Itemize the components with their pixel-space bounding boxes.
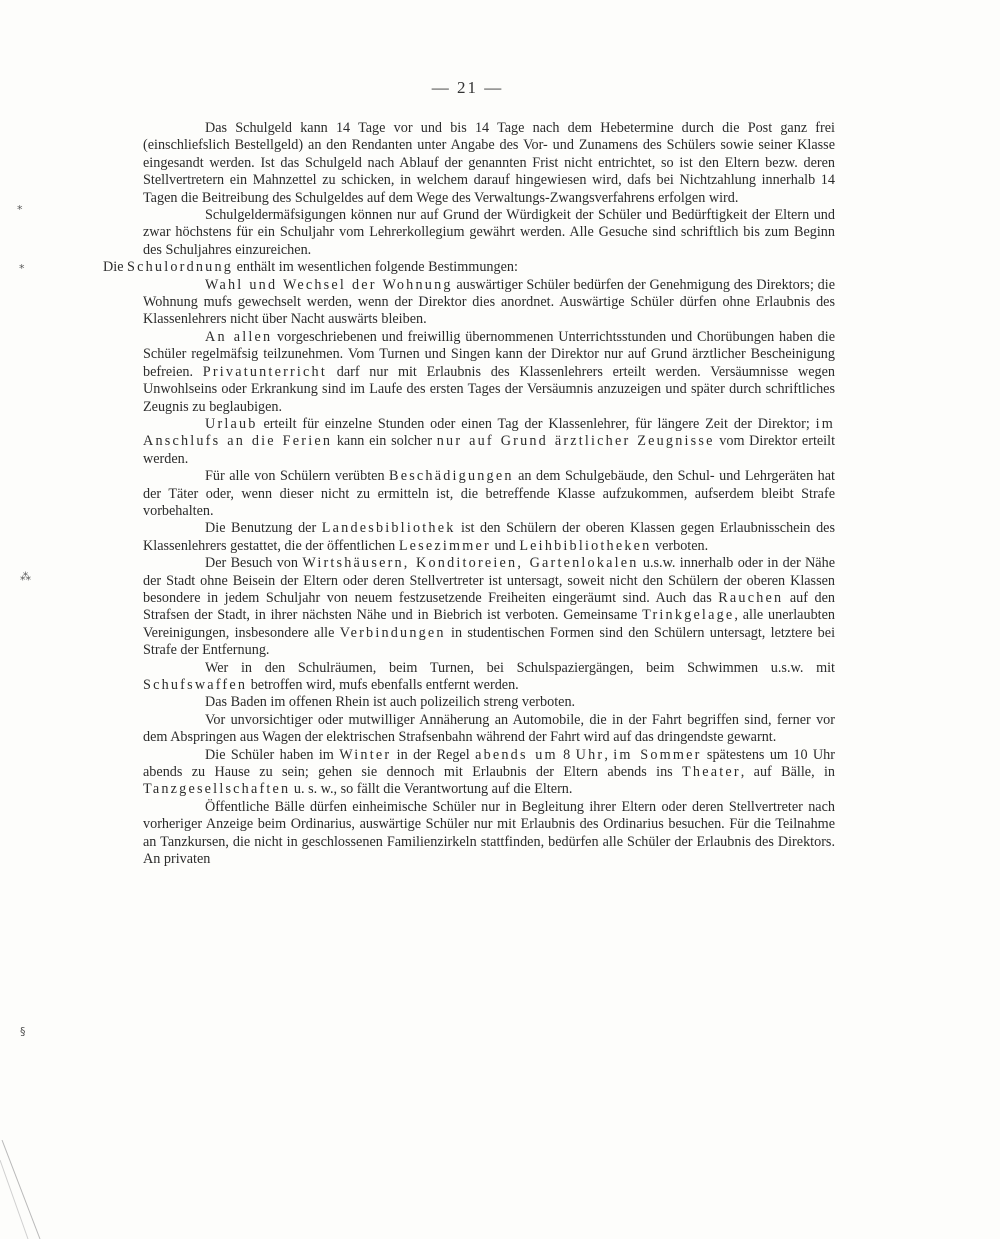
paragraph-text: vom Direktor erteilt werden. [143, 433, 836, 467]
paragraph-p8 [143, 520, 835, 555]
paragraph-text: , auf Bälle, in [740, 764, 835, 781]
paragraph-text: Die Benutzung der [205, 520, 322, 537]
paragraph-text: 8 [557, 746, 576, 763]
paragraph-text: in studentischen Formen sind den Schülern untersagt, letztere bei Strafe der Entfernung. [143, 624, 836, 659]
spaced-emphasis-text: abends um [475, 746, 558, 763]
paragraph-text: auf den Strafsen der Stadt, in ihrer nächsten Nähe und in Biebrich ist verboten. Gemeinsame [143, 589, 835, 624]
spaced-emphasis-text: Landesbibliothek [321, 520, 456, 537]
spaced-emphasis-text: Uhr [575, 746, 605, 763]
spaced-emphasis-text: An allen [205, 328, 273, 345]
spaced-emphasis-text: Schulordnung [127, 259, 234, 276]
margin-speck: * [19, 262, 25, 275]
paragraph-text: Wer in den Schulräumen, beim Turnen, bei Schulspaziergängen, beim Schwimmen u.s.w. mit [205, 659, 835, 676]
paragraph-p14 [143, 799, 835, 869]
spaced-emphasis-text: Theater [682, 764, 741, 781]
paragraph-text: verboten. [651, 537, 709, 554]
spaced-emphasis-text: Schufswaffen [143, 677, 248, 693]
margin-speck: ⁂ [20, 570, 31, 583]
paragraph-text: ist den Schülern der oberen Klassen gegen Erlaubnisschein des Klassenlehrers gestattet, die der öffentlichen [143, 520, 835, 554]
paragraph-text: Die [103, 259, 128, 276]
paragraph-text: an dem Schulgebäude, den Schul- und Lehrgeräten hat der Täter oder, wenn dieser nicht zu ermitteln ist, die betreffende Klasse aufzukommen, aufserdem bleibt Strafe vorbehalten. [143, 468, 835, 519]
paragraph-text: Vor unvorsichtiger oder mutwilliger Annäherung an Automobile, die in der Fahrt begriffen sind, ferner vor dem Abspringen aus Wagen der elektrischen Strafsenbahn während der Fahrt wird auf das dringendste gewarnt. [143, 711, 835, 746]
paragraph-text: vorgeschriebenen und freiwillig übernommenen Unterrichtsstunden und Chorübungen haben die Schüler regelmäfsig teilzunehmen. Vom Turnen und Singen kann der Direktor nur auf Grund ärztlicher Bescheinigung befreien. [143, 328, 835, 380]
paragraph-text: erteilt für einzelne Stunden oder einen Tag der Klassenlehrer, für längere Zeit der Direktor; [257, 415, 816, 432]
paragraph-p9 [143, 555, 835, 659]
paragraph-text: betroffen wird, mufs ebenfalls entfernt werden. [247, 677, 519, 693]
scan-edge-artifact [0, 1140, 60, 1239]
margin-speck: * [17, 203, 23, 216]
paragraph-text: Für alle von Schülern verübten [205, 468, 390, 485]
document-body [103, 120, 836, 868]
spaced-emphasis-text: Privatunterricht [202, 363, 327, 380]
paragraph-text: , [604, 746, 614, 763]
paragraph-text: Das Schulgeld kann 14 Tage vor und bis 14 Tage nach dem Hebetermine durch die Post ganz frei (einschliefslich Bestellgeld) an den Rendanten unter Angabe des Vor- und Zunamens des Schülers sowie seiner Klasse eingesandt werden. Ist das Schulgeld nach Ablauf der genannten Frist nicht entrichtet, so ist den Eltern bezw. deren Stellvertretern ein Mahnzettel zu schicken, in welchem darauf hingewiesen wird, dafs bei Nichtzahlung innerhalb 14 Tagen die Beitreibung des Schulgeldes auf dem Wege des Verwaltungs-Zwangsverfahrens erfolgen wird. [143, 120, 835, 206]
paragraph-p13 [143, 747, 835, 799]
paragraph-text: Schulgeldermäfsigungen können nur auf Grund der Würdigkeit der Schüler und Bedürftigkeit der Eltern und zwar höchstens für ein Schuljahr vom Lehrerkollegium gewährt werden. Alle Gesuche sind schriftlich bis zum Beginn des Schuljahres einzureichen. [143, 207, 835, 258]
paragraph-p5 [143, 329, 835, 416]
spaced-emphasis-text: Verbindungen [339, 624, 446, 641]
spaced-emphasis-text: Wahl und Wechsel der Wohnung [205, 276, 453, 293]
paragraph-text: Öffentliche Bälle dürfen einheimische Schüler nur in Begleitung ihrer Eltern oder deren Stellvertreter nach vorheriger Anzeige beim Ordinarius, auswärtige Schüler nur mit Erlaubnis des Ordinarius besuchen. Für die Teilnahme an Tanzkursen, die nicht in geschlossenen Familienzirkeln stattfinden, bedürfen alle Schüler der Erlaubnis des Direktors. An privaten [143, 798, 835, 868]
spaced-emphasis-text: im Sommer [613, 746, 702, 763]
paragraph-p11 [143, 694, 835, 711]
spaced-emphasis-text: Leihbibliotheken [519, 537, 652, 554]
spaced-emphasis-text: im Anschlufs an die Ferien [143, 415, 835, 450]
paragraph-p7 [143, 468, 835, 520]
paragraph-text: spätestens um 10 Uhr abends zu Hause zu sein; gehen sie dennoch mit Erlaubnis der Eltern abends ins [143, 746, 835, 781]
page-number: — 21 — [431, 78, 504, 97]
paragraph-text: darf nur mit Erlaubnis des Klassenlehrers erteilt werden. Versäumnisse wegen Unwohlseins oder Erkrankung sind im Laufe des ersten Tages der Versäumnis anzuzeigen und später durch schriftliches Zeugnis zu beglaubigen. [143, 363, 835, 415]
paragraph-p4 [143, 277, 835, 329]
spaced-emphasis-text: Lesezimmer [398, 537, 491, 554]
paragraph-p12 [143, 712, 835, 747]
paragraph-p2 [143, 207, 835, 259]
margin-speck: § [20, 1025, 26, 1038]
paragraph-p3 [103, 259, 835, 276]
paragraph-text: auswärtiger Schüler bedürfen der Genehmigung des Direktors; die Wohnung mufs gewechselt werden, wenn der Direktor dies anordnet. Auswärtige Schüler dürfen ohne Erlaubnis des Klassenlehrers nicht über Nacht auswärts bleiben. [143, 276, 835, 328]
paragraph-text: Das Baden im offenen Rhein ist auch polizeilich streng verboten. [205, 694, 576, 711]
paragraph-text: u. s. w., so fällt die Verantwortung auf die Eltern. [290, 781, 573, 798]
paragraph-text: in der Regel [391, 746, 476, 763]
spaced-emphasis-text: Urlaub [205, 415, 258, 432]
paragraph-text: und [490, 537, 520, 554]
paragraph-text: Der Besuch von [205, 555, 303, 572]
paragraph-p1 [143, 120, 835, 207]
spaced-emphasis-text: Winter [339, 746, 392, 763]
spaced-emphasis-text: Trinkgelage [642, 607, 735, 624]
spaced-emphasis-text: Rauchen [718, 589, 784, 606]
paragraph-p6 [143, 416, 835, 468]
paragraph-text: enthält im wesentlichen folgende Bestimmungen: [233, 259, 518, 276]
paragraph-text: Die Schüler haben im [205, 746, 340, 763]
paragraph-p10 [143, 660, 835, 695]
spaced-emphasis-text: Tanzgesellschaften [143, 781, 291, 798]
spaced-emphasis-text: Beschädigungen [389, 468, 514, 485]
paragraph-text: u.s.w. innerhalb oder in der Nähe der Stadt ohne Beisein der Eltern oder deren Stellvertreter ist untersagt, soweit nicht den Schülern der oberen Klassen besondere in jedem Schuljahr von neuem festzusetzende Freiheiten eingeräumt sind. Auch das [143, 555, 835, 606]
paragraph-text: , alle unerlaubten Vereinigungen, insbesondere alle [143, 607, 835, 641]
spaced-emphasis-text: Wirtshäusern, Konditoreien, Gartenlokalen [302, 555, 639, 572]
spaced-emphasis-text: nur auf Grund ärztlicher Zeugnisse [436, 433, 715, 450]
paragraph-text: kann ein solcher [332, 433, 437, 450]
